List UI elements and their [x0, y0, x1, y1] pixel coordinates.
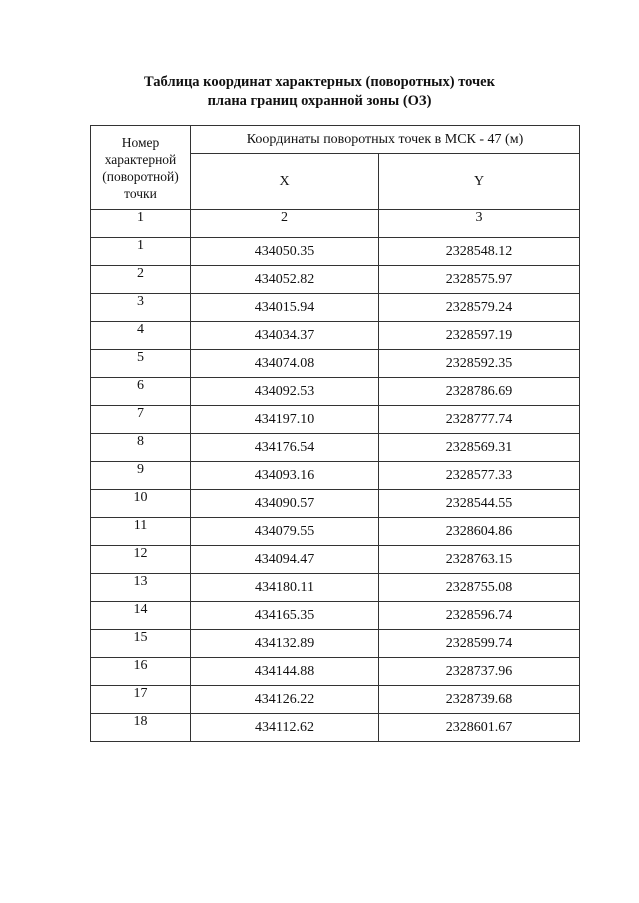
table-row: [91, 350, 580, 378]
y-coordinate: 2328763.15: [379, 546, 580, 574]
table-row: [91, 714, 580, 742]
table-row: [91, 434, 580, 462]
point-number: 14: [91, 602, 191, 630]
point-number: 6: [91, 378, 191, 406]
y-coordinate: 2328737.96: [379, 658, 580, 686]
header-point-number: [91, 126, 191, 210]
x-coordinate: 434093.16: [191, 462, 379, 490]
x-coordinate: 434074.08: [191, 350, 379, 378]
table-row: [91, 238, 580, 266]
x-coordinate: 434132.89: [191, 630, 379, 658]
point-number: 16: [91, 658, 191, 686]
table-body: [91, 238, 580, 742]
x-coordinate: 434092.53: [191, 378, 379, 406]
table-row: [91, 322, 580, 350]
point-number: 7: [91, 406, 191, 434]
table-row: [91, 546, 580, 574]
column-index: 3: [379, 210, 580, 238]
x-coordinate: 434015.94: [191, 294, 379, 322]
point-number: 11: [91, 518, 191, 546]
table-row: [91, 266, 580, 294]
y-coordinate: 2328739.68: [379, 686, 580, 714]
table-row: [91, 602, 580, 630]
table-row: [91, 294, 580, 322]
y-coordinate: 2328786.69: [379, 378, 580, 406]
y-coordinate: 2328604.86: [379, 518, 580, 546]
y-coordinate: 2328755.08: [379, 574, 580, 602]
column-index: 1: [91, 210, 191, 238]
header-number-line: характерной: [104, 151, 177, 167]
y-coordinate: 2328569.31: [379, 434, 580, 462]
table-row: [91, 378, 580, 406]
header-number-line: Номер: [121, 134, 160, 150]
y-coordinate: 2328597.19: [379, 322, 580, 350]
table-row: [91, 406, 580, 434]
table-row: [91, 630, 580, 658]
x-coordinate: 434094.47: [191, 546, 379, 574]
y-coordinate: 2328577.33: [379, 462, 580, 490]
point-number: 8: [91, 434, 191, 462]
document-title: [0, 73, 639, 111]
title-line-1: Таблица координат характерных (поворотных) точек: [144, 74, 495, 90]
y-coordinate: 2328601.67: [379, 714, 580, 742]
point-number: 15: [91, 630, 191, 658]
column-index: 2: [191, 210, 379, 238]
table-row: [91, 490, 580, 518]
point-number: 17: [91, 686, 191, 714]
point-number: 10: [91, 490, 191, 518]
header-x: X: [191, 154, 379, 210]
header-coordinates: Координаты поворотных точек в МСК - 47 (м): [191, 126, 580, 154]
y-coordinate: 2328599.74: [379, 630, 580, 658]
y-coordinate: 2328592.35: [379, 350, 580, 378]
x-coordinate: 434079.55: [191, 518, 379, 546]
x-coordinate: 434165.35: [191, 602, 379, 630]
point-number: 12: [91, 546, 191, 574]
coordinates-table: [90, 125, 580, 742]
x-coordinate: 434050.35: [191, 238, 379, 266]
x-coordinate: 434126.22: [191, 686, 379, 714]
table-row: [91, 686, 580, 714]
header-y: Y: [379, 154, 580, 210]
x-coordinate: 434176.54: [191, 434, 379, 462]
y-coordinate: 2328777.74: [379, 406, 580, 434]
header-number-line: точки: [124, 185, 157, 201]
point-number: 4: [91, 322, 191, 350]
table-row: [91, 462, 580, 490]
x-coordinate: 434052.82: [191, 266, 379, 294]
y-coordinate: 2328548.12: [379, 238, 580, 266]
table-row: [91, 574, 580, 602]
x-coordinate: 434112.62: [191, 714, 379, 742]
x-coordinate: 434197.10: [191, 406, 379, 434]
header-number-line: (поворотной): [102, 168, 179, 184]
y-coordinate: 2328575.97: [379, 266, 580, 294]
column-index-row: [91, 210, 580, 238]
title-line-2: плана границ охранной зоны (ОЗ): [207, 93, 432, 109]
point-number: 13: [91, 574, 191, 602]
x-coordinate: 434090.57: [191, 490, 379, 518]
point-number: 3: [91, 294, 191, 322]
x-coordinate: 434180.11: [191, 574, 379, 602]
table-row: [91, 658, 580, 686]
point-number: 2: [91, 266, 191, 294]
point-number: 18: [91, 714, 191, 742]
point-number: 1: [91, 238, 191, 266]
x-coordinate: 434034.37: [191, 322, 379, 350]
point-number: 5: [91, 350, 191, 378]
table-row: [91, 518, 580, 546]
y-coordinate: 2328544.55: [379, 490, 580, 518]
x-coordinate: 434144.88: [191, 658, 379, 686]
y-coordinate: 2328596.74: [379, 602, 580, 630]
point-number: 9: [91, 462, 191, 490]
y-coordinate: 2328579.24: [379, 294, 580, 322]
